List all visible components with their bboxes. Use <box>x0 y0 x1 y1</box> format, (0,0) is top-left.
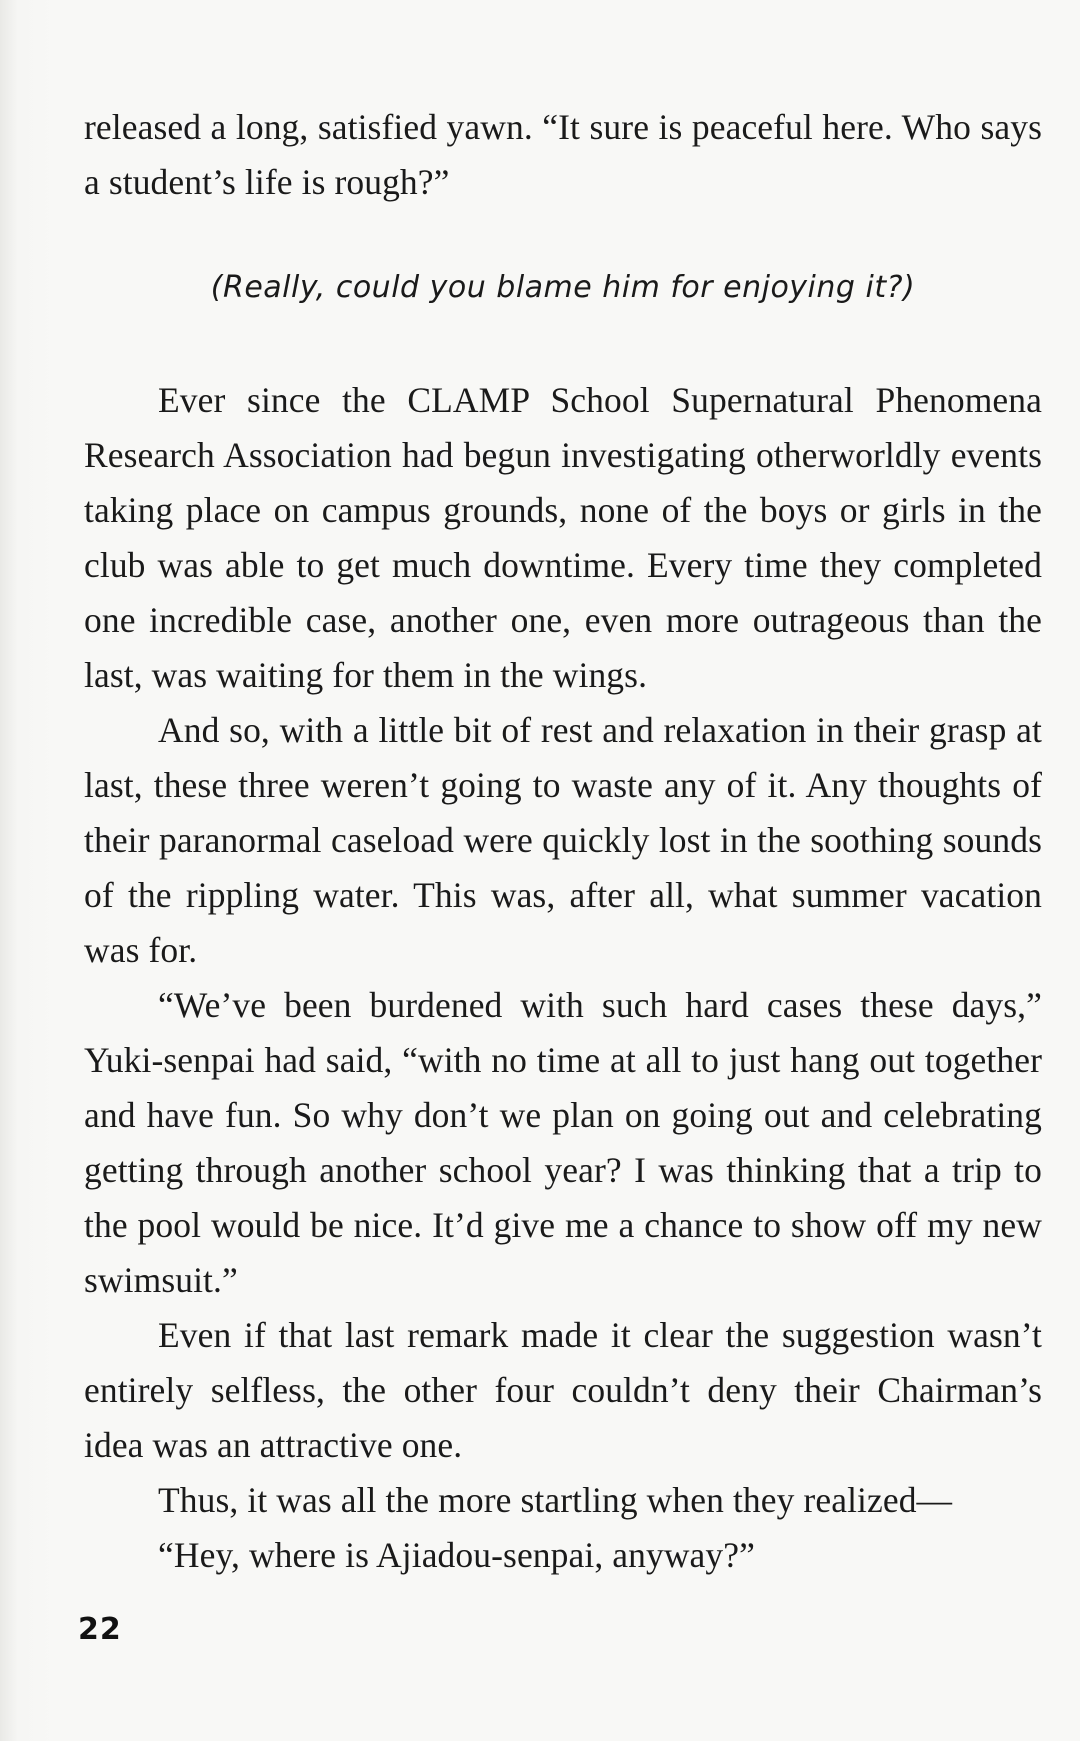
lead-paragraph: released a long, satisfied yawn. “It sure is peaceful here. Who says a student’s life is rough?” <box>84 107 1042 202</box>
paragraph-6: “Hey, where is Ajiadou-senpai, anyway?” <box>158 1535 755 1575</box>
aside-line: (Really, could you blame him for enjoying it?) <box>210 270 916 305</box>
lead-paragraph-block <box>84 100 1042 210</box>
paragraph-2: And so, with a little bit of rest and relaxation in their grasp at last, these three weren’t going to waste any of it. Any thoughts of their paranormal caseload were quickly lost in the soothing sounds of the rippling water. This was, after all, what summer vacation was for. <box>84 710 1042 970</box>
page-number: 22 <box>78 1612 122 1647</box>
main-text-block <box>84 373 1042 1583</box>
paragraph-3: “We’ve been burdened with such hard cases these days,” Yuki-senpai had said, “with no time at all to just hang out together and have fun. So why don’t we plan on going out and celebrating getting through another school year? I was thinking that a trip to the pool would be nice. It’d give me a chance to show off my new swimsuit.” <box>84 985 1042 1300</box>
paragraph-1: Ever since the CLAMP School Supernatural Phenomena Research Association had begun investigating otherworldly events taking place on campus grounds, none of the boys or girls in the club was able to get much downtime. Every time they completed one incredible case, another one, even more outrageous than the last, was waiting for them in the wings. <box>84 380 1042 695</box>
paragraph-4: Even if that last remark made it clear the suggestion wasn’t entirely selfless, the other four couldn’t deny their Chairman’s idea was an attractive one. <box>84 1315 1042 1465</box>
paragraph-5: Thus, it was all the more startling when they realized— <box>158 1480 953 1520</box>
